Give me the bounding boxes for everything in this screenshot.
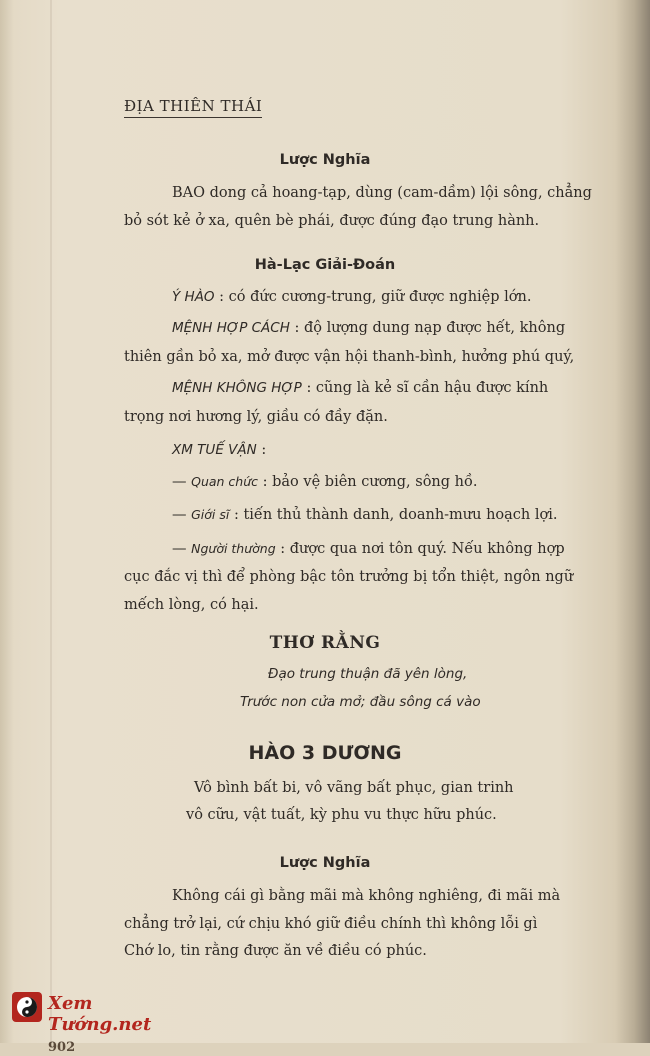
dash: —	[172, 507, 187, 523]
nguoi-thuong-text: : được qua nơi tôn quý. Nếu không hợp	[280, 541, 565, 557]
nguoi-thuong-continuation: mếch lòng, có hại.	[124, 597, 259, 613]
gioi-si-line	[172, 507, 558, 523]
running-header: ĐỊA THIÊN THÁI	[124, 97, 262, 118]
hao-3-line-2: vô cữu, vật tuất, kỳ phu vu thực hữu phúc.	[186, 807, 497, 823]
section-heading-luoc-nghia: Lược Nghĩa	[279, 152, 371, 168]
section-heading-luoc-nghia-2: Lược Nghĩa	[279, 855, 371, 871]
menh-hop-continuation: thiên gần bỏ xa, mở được vận hội thanh-bình, hưởng phú quý,	[124, 349, 575, 365]
paragraph-line: BAO dong cả hoang-tạp, dùng (cam-dầm) lội sông, chẳng	[172, 185, 592, 201]
nguoi-thuong-label: Người thường	[191, 541, 276, 556]
nguoi-thuong-line	[172, 541, 565, 557]
xm-tue-van-label: XM TUẾ VẬN	[172, 442, 257, 458]
nguoi-thuong-continuation: cục đắc vị thì để phòng bậc tôn trưởng bị tổn thiệt, ngôn ngữ	[124, 569, 574, 585]
gioi-si-label: Giới sĩ	[191, 507, 230, 522]
dash: —	[172, 541, 187, 557]
y-hao-text: : có đức cương-trung, giữ được nghiệp lớn.	[219, 289, 532, 305]
quan-chuc-label: Quan chức	[191, 474, 259, 489]
menh-khong-label: MỆNH KHÔNG HỢP	[172, 380, 302, 396]
menh-khong-text: : cũng là kẻ sĩ cần hậu được kính	[306, 380, 549, 396]
watermark-text	[48, 993, 180, 1056]
y-hao-label: Ý HÀO	[172, 289, 215, 305]
menh-hop-line	[172, 320, 565, 336]
paragraph-line: Không cái gì bằng mãi mà không nghiêng, đi mãi mà	[172, 888, 561, 904]
xm-tue-van-line	[172, 442, 266, 458]
yin-yang-icon	[12, 992, 42, 1022]
poem-heading: THƠ RẰNG	[269, 633, 381, 653]
paragraph-line: Chớ lo, tin rằng được ăn về điều có phúc.	[124, 943, 427, 959]
poem-line-1: Đạo trung thuận đã yên lòng,	[268, 666, 468, 682]
hao-3-line-1: Vô bình bất bi, vô vãng bất phục, gian trinh	[194, 780, 514, 796]
menh-khong-line	[172, 380, 548, 396]
hao-3-heading: HÀO 3 DƯƠNG	[248, 742, 402, 764]
paragraph-line: bỏ sót kẻ ở xa, quên bè phái, được đúng đạo trung hành.	[124, 213, 540, 229]
page-number: 902	[48, 1040, 76, 1055]
menh-hop-label: MỆNH HỢP CÁCH	[172, 320, 290, 336]
menh-hop-text: : độ lượng dung nạp được hết, không	[294, 320, 566, 336]
menh-khong-continuation: trọng nơi hương lý, giầu có đầy đặn.	[124, 409, 388, 425]
section-heading-ha-lac: Hà-Lạc Giải-Đoán	[254, 257, 396, 273]
watermark-site: Xem Tướng.net	[48, 993, 152, 1035]
dash: —	[172, 474, 187, 490]
xm-colon: :	[261, 442, 267, 458]
paragraph-line: chẳng trở lại, cứ chịu khó giữ điều chính thì không lỗi gì	[124, 916, 538, 932]
quan-chuc-text: : bảo vệ biên cương, sông hồ.	[262, 474, 478, 490]
quan-chuc-line	[172, 474, 477, 490]
y-hao-line	[172, 289, 531, 305]
poem-line-2: Trước non cửa mở; đầu sông cá vào	[240, 694, 481, 710]
gioi-si-text: : tiến thủ thành danh, doanh-mưu hoạch lợi.	[233, 507, 558, 523]
watermark-logo[interactable]	[10, 990, 180, 1055]
